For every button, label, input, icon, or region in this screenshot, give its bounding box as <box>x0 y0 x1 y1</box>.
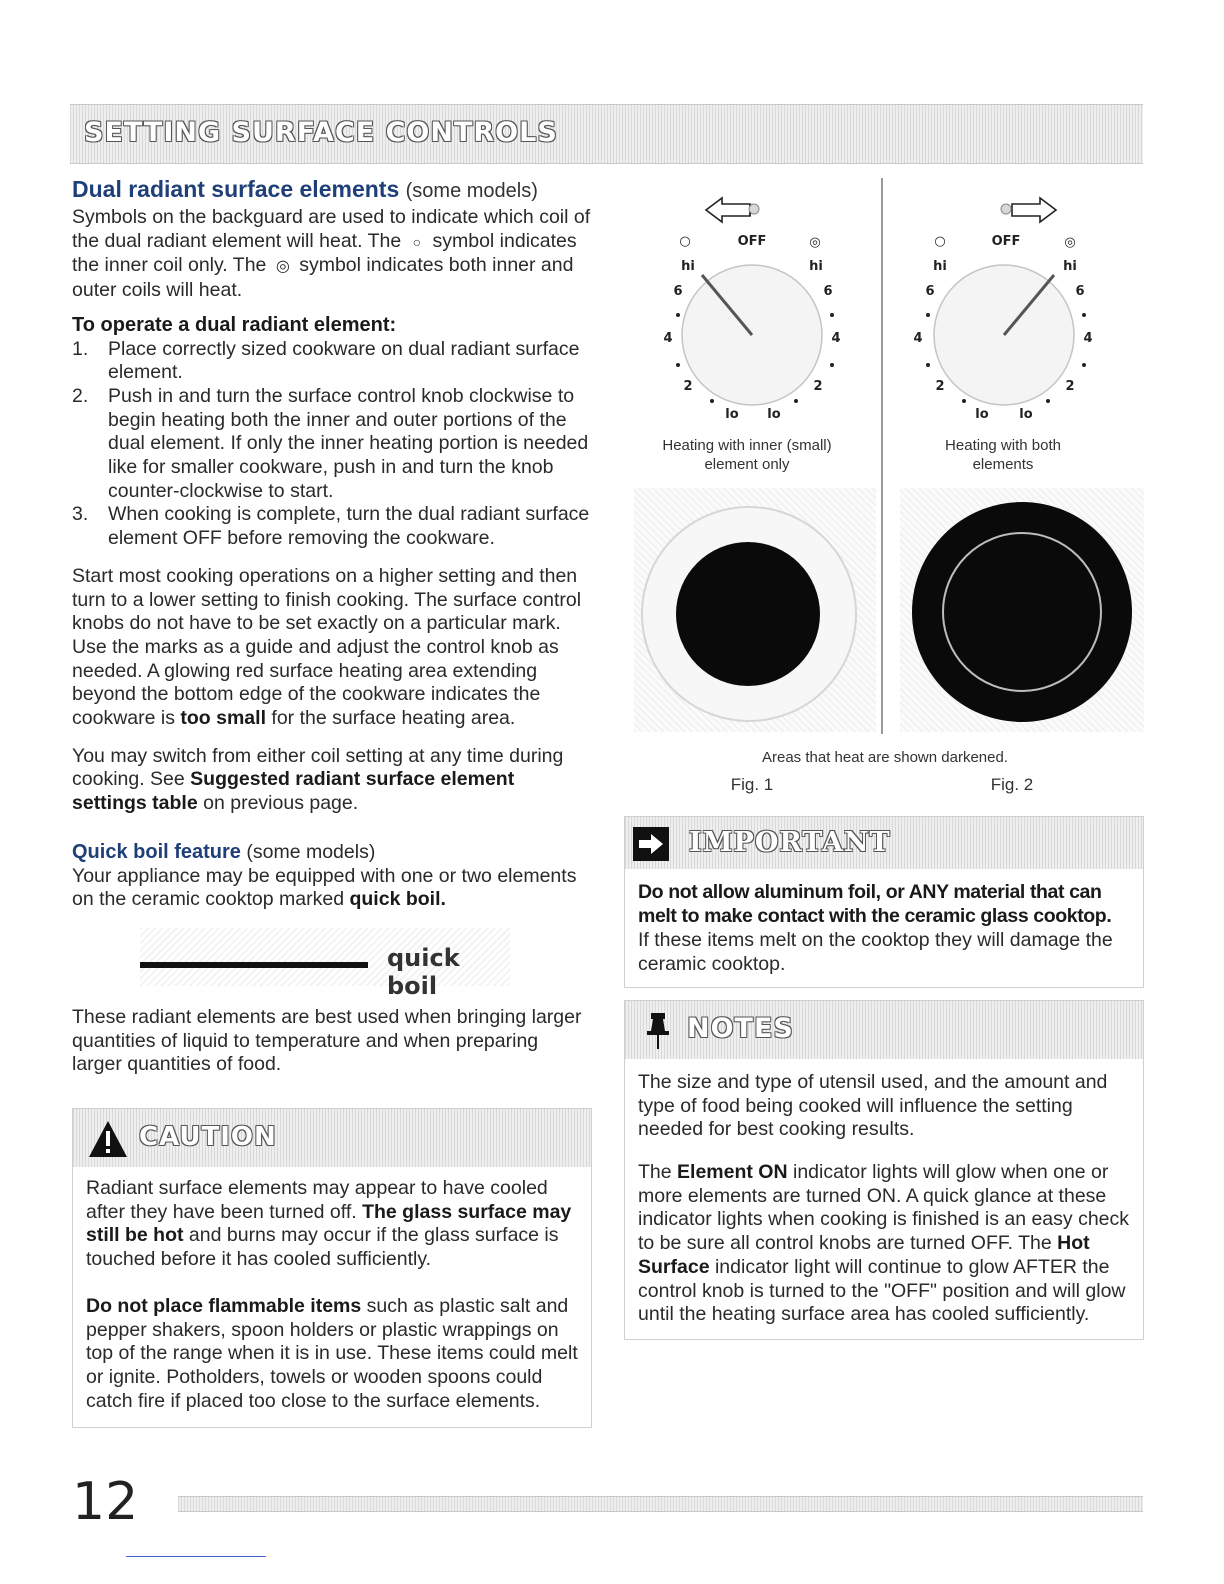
dial-6-left: 6 <box>925 284 935 299</box>
dial-hi-left: hi <box>933 259 947 274</box>
caution-text-1: Radiant surface elements may appear to have cooled after they have been turned off. <box>86 1177 548 1223</box>
arrow-right-icon <box>1012 198 1056 222</box>
caution-band <box>73 1109 591 1167</box>
dual-coil-symbol-icon: ◎ <box>1064 235 1076 250</box>
quick-boil-intro <box>72 865 592 912</box>
caution-text-1-end: and burns may occur if the glass surface is touched before it has cooled sufficiently. <box>86 1224 559 1271</box>
notes-text-c: indicator lights will glow when one or more elements are turned ON. A quick glance at these indicator lights when cooking is finished is an easy check to be sure all control knobs are turned OFF. The <box>638 1161 1130 1255</box>
quick-boil-heading-line <box>72 841 592 865</box>
dial-hi-right: hi <box>809 259 823 274</box>
hot-surface-bold: Hot Surface <box>638 1232 1090 1278</box>
fig-1-label: Fig. 1 <box>730 775 774 794</box>
page-number: 12 <box>72 1472 139 1532</box>
step-text: When cooking is complete, turn the dual radiant surface element OFF before removing the cookware. <box>108 503 590 550</box>
quick-boil-label: quick boil <box>387 944 460 1000</box>
dial-lo-left: lo <box>725 407 739 422</box>
dial-figure-2 <box>884 180 1124 430</box>
caution-triangle-icon <box>87 1119 129 1159</box>
operate-heading: To operate a dual radiant element: <box>72 313 397 336</box>
quick-boil-intro-text: Your appliance may be equipped with one or two elements on the ceramic cooktop marked <box>72 864 577 911</box>
element-panel-1 <box>634 488 876 732</box>
caution-paragraph-1 <box>86 1177 586 1272</box>
dial-2-left: 2 <box>683 379 693 394</box>
dual-radiant-heading-line <box>72 174 592 206</box>
notes-text-e: indicator light will continue to glow AFTER the control knob is turned to the "OFF" position and will glow until the heating surface area has cooled sufficiently. <box>638 1255 1126 1326</box>
intro-part-1: Symbols on the backguard are used to indicate which coil of the dual radiant element will heat. The <box>72 206 591 252</box>
dial-2-left: 2 <box>935 379 945 394</box>
dial-6-left: 6 <box>673 284 683 299</box>
quick-boil-graphic <box>140 928 510 1000</box>
important-bold-text: Do not allow aluminum foil, or ANY material that can melt to make contact with the ceramic glass cooktop. <box>638 881 1112 927</box>
element-panel-2 <box>900 488 1144 732</box>
notes-paragraph-2 <box>638 1161 1138 1327</box>
inner-coil-symbol-icon: ○ <box>412 233 422 250</box>
inner-coil-ring <box>942 532 1102 692</box>
dual-radiant-section <box>72 174 592 912</box>
inner-coil-symbol-icon: ○ <box>679 234 691 249</box>
important-arrow-icon <box>633 827 669 861</box>
start-text-end: for the surface heating area. <box>271 707 516 730</box>
dual-coil-symbol-icon: ◎ <box>809 235 821 250</box>
figure-1-caption: Heating with inner (small) element only <box>662 437 832 473</box>
dial-2-right: 2 <box>813 379 823 394</box>
caution-title: CAUTION <box>139 1122 277 1152</box>
settings-table-reference: Suggested radiant surface element settings table <box>72 768 515 815</box>
switch-text-end: on previous page. <box>203 792 359 815</box>
notes-paragraph-1: The size and type of utensil used, and the amount and type of food being cooked will influence the setting needed for best cooking results. <box>638 1071 1108 1141</box>
quick-boil-heading: Quick boil feature <box>72 840 241 863</box>
important-band <box>625 817 1143 869</box>
dial-4-right: 4 <box>831 331 841 346</box>
caution-paragraph-2 <box>86 1295 586 1414</box>
quick-boil-paragraph: These radiant elements are best used when bringing larger quantities of liquid to temperature and when preparing larger quantities of food. <box>72 1006 582 1076</box>
step-number: 3. <box>72 503 89 526</box>
dual-radiant-heading-suffix: (some models) <box>405 180 538 202</box>
switch-text: You may switch from either coil setting at any time during cooking. See <box>72 744 564 791</box>
notes-box <box>624 1000 1144 1340</box>
dial-4-left: 4 <box>663 331 673 346</box>
notes-band <box>625 1001 1143 1059</box>
arrow-left-icon <box>706 198 750 222</box>
element-on-bold: Element ON <box>677 1161 788 1183</box>
footer-band <box>178 1496 1143 1512</box>
step-number: 1. <box>72 337 89 360</box>
dial-lo-left: lo <box>975 407 989 422</box>
step-text: Place correctly sized cookware on dual radiant surface element. <box>108 337 580 384</box>
footer-link-line <box>126 1556 266 1557</box>
list-item <box>72 503 592 550</box>
important-text: If these items melt on the cooktop they will damage the ceramic cooktop. <box>638 929 1113 975</box>
dial-6-right: 6 <box>823 284 833 299</box>
switch-coil-paragraph <box>72 745 592 816</box>
dial-off-label: OFF <box>991 234 1021 249</box>
quick-boil-bar <box>140 962 368 968</box>
dial-hi-right: hi <box>1063 259 1077 274</box>
dial-4-left: 4 <box>913 331 923 346</box>
notes-text-a: The <box>638 1161 672 1183</box>
important-title: IMPORTANT <box>689 827 891 858</box>
areas-heat-note: Areas that heat are shown darkened. <box>762 749 1008 766</box>
intro-part-3: symbol indicates both inner and outer coils will heat. <box>72 254 574 302</box>
caution-box <box>72 1108 592 1428</box>
dial-figure-1 <box>632 180 872 430</box>
inner-coil-heated <box>676 542 820 686</box>
caution-bold-1: The glass surface may still be hot <box>86 1200 572 1247</box>
caution-bold-2: Do not place flammable items <box>86 1295 362 1317</box>
section-header-band <box>70 104 1143 164</box>
dial-off-label: OFF <box>737 234 767 249</box>
inner-coil-symbol-icon: ○ <box>934 234 946 249</box>
dial-4-right: 4 <box>1083 331 1093 346</box>
dual-radiant-intro <box>72 206 592 303</box>
figure-divider <box>881 178 883 734</box>
dial-lo-right: lo <box>767 407 781 422</box>
list-item <box>72 385 592 504</box>
figure-2-caption: Heating with both elements <box>945 437 1061 473</box>
start-text: Start most cooking operations on a higher setting and then turn to a lower setting to finish cooking. The surface control knobs do not have to be set exactly on a particular mark. Use the marks as a guide and adjust the control knob as needed. A glowing red surface heating area extending beyond the bottom edge of the cookware indicates the cookware is <box>72 564 582 730</box>
important-box <box>624 816 1144 988</box>
fig-2-label: Fig. 2 <box>990 775 1034 794</box>
dial-2-right: 2 <box>1065 379 1075 394</box>
caution-text-2: such as plastic salt and pepper shakers, spoon holders or plastic wrappings on top of the range when it is in use. These items could melt or ignite. Potholders, towels or wooden spoons could catch fire if placed too close to the surface elements. <box>86 1295 578 1412</box>
operate-steps-list <box>72 338 592 551</box>
dual-coil-symbol-icon: ◎ <box>275 258 290 276</box>
dial-lo-right: lo <box>1019 407 1033 422</box>
notes-pin-icon <box>647 1011 671 1051</box>
quick-boil-heading-suffix: (some models) <box>246 840 376 863</box>
dial-6-right: 6 <box>1075 284 1085 299</box>
too-small-bold: too small <box>180 707 266 730</box>
dual-radiant-heading: Dual radiant surface elements <box>72 176 400 202</box>
section-title: SETTING SURFACE CONTROLS <box>84 117 558 148</box>
step-number: 2. <box>72 384 89 407</box>
intro-part-2: symbol indicates the inner coil only. The <box>72 229 577 277</box>
dial-hi-left: hi <box>681 259 695 274</box>
list-item <box>72 338 592 385</box>
notes-title: NOTES <box>687 1013 794 1044</box>
start-cooking-paragraph <box>72 565 592 731</box>
step-text: Push in and turn the surface control knob clockwise to begin heating both the inner and outer portions of the dual element. If only the inner heating portion is needed like for smaller cookware, push in and turn the knob counter-clockwise to start. <box>108 384 589 502</box>
quick-boil-intro-bold: quick boil. <box>349 888 446 911</box>
